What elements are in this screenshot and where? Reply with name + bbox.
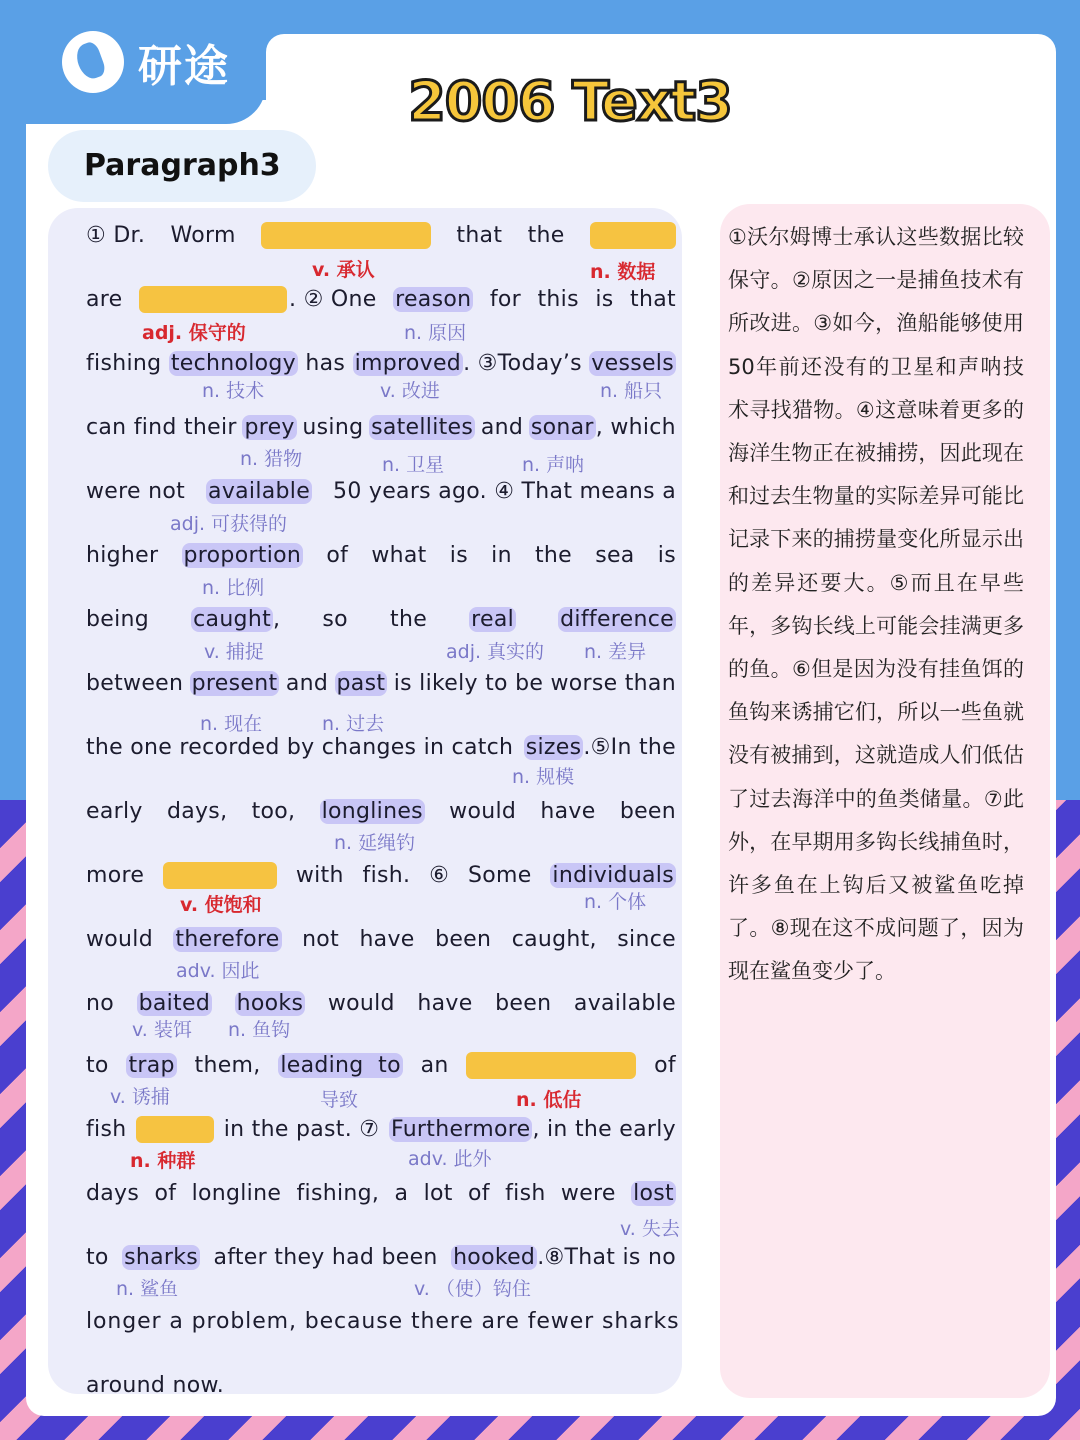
word: fishing <box>86 350 162 376</box>
text-line-5 <box>86 474 676 508</box>
page-title: 2006 Text3 <box>408 70 732 133</box>
word: , <box>273 606 281 632</box>
text-line-15 <box>86 1112 676 1146</box>
word: to <box>86 1052 109 1078</box>
highlight-trap: trap <box>128 1052 175 1078</box>
highlight-available: available <box>208 478 311 504</box>
gloss-hook: n. 鱼钩 <box>228 1019 291 1041</box>
text-line-14 <box>86 1048 676 1082</box>
blank-saturate <box>163 862 277 889</box>
text-line-12 <box>86 922 676 956</box>
word: between <box>86 670 184 696</box>
highlight-baited: baited <box>138 990 211 1016</box>
word: them, <box>194 1052 261 1078</box>
word: this <box>537 286 579 312</box>
highlight-present: present <box>191 670 278 696</box>
text-line-1 <box>86 218 676 252</box>
word: has <box>305 350 346 376</box>
gloss-individual: n. 个体 <box>584 891 647 913</box>
text-line-8 <box>86 666 676 700</box>
word: days, <box>166 798 228 824</box>
word: the <box>535 542 573 568</box>
gloss-real: adj. 真实的 <box>446 641 545 663</box>
gloss-longline: n. 延绳钓 <box>334 832 416 854</box>
word: the <box>527 222 565 248</box>
word: lot <box>423 1180 453 1206</box>
word: using <box>302 414 364 440</box>
gloss-shark: n. 鲨鱼 <box>116 1278 179 1300</box>
highlight-technology: technology <box>170 350 296 376</box>
logo-text: 研途 <box>138 41 230 92</box>
word: 50 years ago. ④ That means a <box>333 478 676 504</box>
blank-data <box>590 222 676 249</box>
gloss-prey: n. 猎物 <box>240 448 303 470</box>
word: in the past. ⑦ <box>223 1116 380 1142</box>
blank-conservative <box>139 286 287 313</box>
word: that <box>630 286 676 312</box>
word: since <box>617 926 676 952</box>
word: fishing, <box>296 1180 380 1206</box>
paragraph-label: Paragraph3 <box>48 130 316 202</box>
word: .⑤In the <box>583 734 676 760</box>
word: higher <box>86 542 159 568</box>
text-line-3 <box>86 346 676 380</box>
word: early <box>86 798 143 824</box>
word: been <box>619 798 676 824</box>
word: have <box>540 798 596 824</box>
gloss-hooked: v. （使）钩住 <box>414 1278 531 1300</box>
word: Some <box>468 862 532 888</box>
gloss-present: n. 现在 <box>200 713 263 735</box>
word: no <box>86 990 115 1016</box>
word: ⑥ <box>429 862 450 888</box>
text-line-4 <box>86 410 676 444</box>
gloss-data: n. 数据 <box>590 261 656 283</box>
highlight-therefore: therefore <box>175 926 280 952</box>
word: been <box>435 926 492 952</box>
word: of <box>654 1052 676 1078</box>
gloss-bait: v. 装饵 <box>132 1019 192 1041</box>
highlight-prey: prey <box>244 414 295 440</box>
gloss-reason: n. 原因 <box>404 322 467 344</box>
word: of <box>154 1180 177 1206</box>
gloss-trap: v. 诱捕 <box>110 1086 170 1108</box>
word: is <box>449 542 468 568</box>
word: not <box>302 926 339 952</box>
word: with <box>295 862 344 888</box>
gloss-satellite: n. 卫星 <box>382 454 445 476</box>
word: of <box>326 542 349 568</box>
word: a <box>394 1180 409 1206</box>
gloss-conservative: adj. 保守的 <box>142 322 246 344</box>
word: is <box>657 542 676 568</box>
gloss-size: n. 规模 <box>512 766 575 788</box>
highlight-lost: lost <box>633 1180 674 1206</box>
word: would <box>449 798 517 824</box>
word: more <box>86 862 145 888</box>
word: the one recorded by changes in catch <box>86 734 514 760</box>
gloss-technology: n. 技术 <box>202 380 265 402</box>
gloss-admit: v. 承认 <box>312 259 375 281</box>
word: the <box>390 606 428 632</box>
text-line-16 <box>86 1176 676 1210</box>
text-line-10 <box>86 794 676 828</box>
word: are <box>86 286 123 312</box>
word: around now. <box>86 1372 225 1398</box>
word: and <box>285 670 329 696</box>
highlight-reason: reason <box>395 286 472 312</box>
highlight-improved: improved <box>354 350 462 376</box>
text-line-7 <box>86 602 676 636</box>
highlight-satellites: satellites <box>371 414 474 440</box>
gloss-difference: n. 差异 <box>584 641 647 663</box>
word: sea <box>595 542 635 568</box>
word: and <box>480 414 524 440</box>
gloss-catch: v. 捕捉 <box>204 641 264 663</box>
word: is <box>595 286 614 312</box>
highlight-difference: difference <box>560 606 674 632</box>
word: ① Dr. <box>86 222 146 248</box>
word: to <box>86 1244 109 1270</box>
highlight-sonar: sonar <box>530 414 594 440</box>
word: longer a problem, because there are fewer sharks <box>86 1308 680 1334</box>
highlight-past: past <box>336 670 386 696</box>
highlight-vessels: vessels <box>591 350 674 376</box>
word: of <box>468 1180 490 1206</box>
word: can find their <box>86 414 237 440</box>
gloss-underestimate: n. 低估 <box>516 1089 582 1111</box>
word: Worm <box>170 222 236 248</box>
gloss-sonar: n. 声呐 <box>522 454 585 476</box>
highlight-hooked: hooked <box>453 1244 536 1270</box>
word: , in the early <box>532 1116 676 1142</box>
word: would <box>86 926 153 952</box>
text-line-17 <box>86 1240 676 1274</box>
word: longline <box>191 1180 282 1206</box>
word: . ③Today’s <box>463 350 582 376</box>
word: have <box>359 926 415 952</box>
word: being <box>86 606 150 632</box>
word: were <box>560 1180 616 1206</box>
word: , which <box>595 414 676 440</box>
word: available <box>573 990 676 1016</box>
word: have <box>417 990 473 1016</box>
text-line-6 <box>86 538 676 572</box>
highlight-proportion: proportion <box>183 542 302 568</box>
word: would <box>327 990 395 1016</box>
gloss-therefore: adv. 因此 <box>176 960 260 982</box>
word: what <box>371 542 427 568</box>
word: fish <box>505 1180 546 1206</box>
gloss-saturate: v. 使饱和 <box>180 894 262 916</box>
highlight-leading-to: leading to <box>280 1052 401 1078</box>
gloss-proportion: n. 比例 <box>202 577 265 599</box>
gloss-past: n. 过去 <box>322 713 385 735</box>
word: fish <box>86 1116 127 1142</box>
highlight-real: real <box>471 606 515 632</box>
blank-underestimate <box>466 1052 636 1079</box>
gloss-population: n. 种群 <box>130 1150 196 1172</box>
word: that <box>456 222 503 248</box>
word: .⑧That is no <box>537 1244 676 1270</box>
word: for <box>489 286 521 312</box>
highlight-sharks: sharks <box>124 1244 199 1270</box>
text-line-18 <box>86 1304 680 1338</box>
blank-admit <box>261 222 431 249</box>
word: in <box>491 542 512 568</box>
word: too, <box>251 798 296 824</box>
word: an <box>420 1052 449 1078</box>
word: caught, <box>511 926 597 952</box>
gloss-lead-to: 导致 <box>320 1089 359 1111</box>
word: so <box>322 606 348 632</box>
word: is likely to be worse than <box>393 670 676 696</box>
highlight-furthermore: Furthermore <box>390 1116 531 1142</box>
highlight-longlines: longlines <box>321 798 423 824</box>
gloss-furthermore: adv. 此外 <box>408 1148 492 1170</box>
word: after they had been <box>213 1244 438 1270</box>
word: . ② One <box>288 286 377 312</box>
highlight-caught: caught <box>193 606 271 632</box>
highlight-individuals: individuals <box>552 862 674 888</box>
word: been <box>495 990 552 1016</box>
text-line-19 <box>86 1368 676 1402</box>
gloss-improve: v. 改进 <box>380 380 440 402</box>
blank-population <box>136 1116 214 1143</box>
text-line-2 <box>86 282 676 316</box>
highlight-hooks: hooks <box>236 990 304 1016</box>
gloss-vessel: n. 船只 <box>600 380 663 402</box>
word: were not <box>86 478 186 504</box>
gloss-lose: v. 失去 <box>620 1218 680 1240</box>
gloss-available: adj. 可获得的 <box>170 513 288 535</box>
chinese-translation: ①沃尔姆博士承认这些数据比较保守。②原因之一是捕鱼技术有所改进。③如今，渔船能够使用50年前还没有的卫星和声呐技术寻找猎物。④这意味着更多的海洋生物正在被捕捞，因此现在和过去生物量的实际差异可能比记录下来的捕捞量变化所显示出的差异还要大。⑤而且在早些年，多钩长线上可能会挂满更多的鱼。⑥但是因为没有挂鱼饵的鱼钩来诱捕它们，所以一些鱼就没有被捕到，这就造成人们低估了过去海洋中的鱼类储量。⑦此外，在早期用多钩长线捕鱼时，许多鱼在上钩后又被鲨鱼吃掉了。⑧现在这不成问题了，因为现在鲨鱼变少了。 <box>728 225 1024 984</box>
text-line-9 <box>86 730 676 764</box>
word: fish. <box>362 862 411 888</box>
word: days <box>86 1180 140 1206</box>
highlight-sizes: sizes <box>525 734 582 760</box>
